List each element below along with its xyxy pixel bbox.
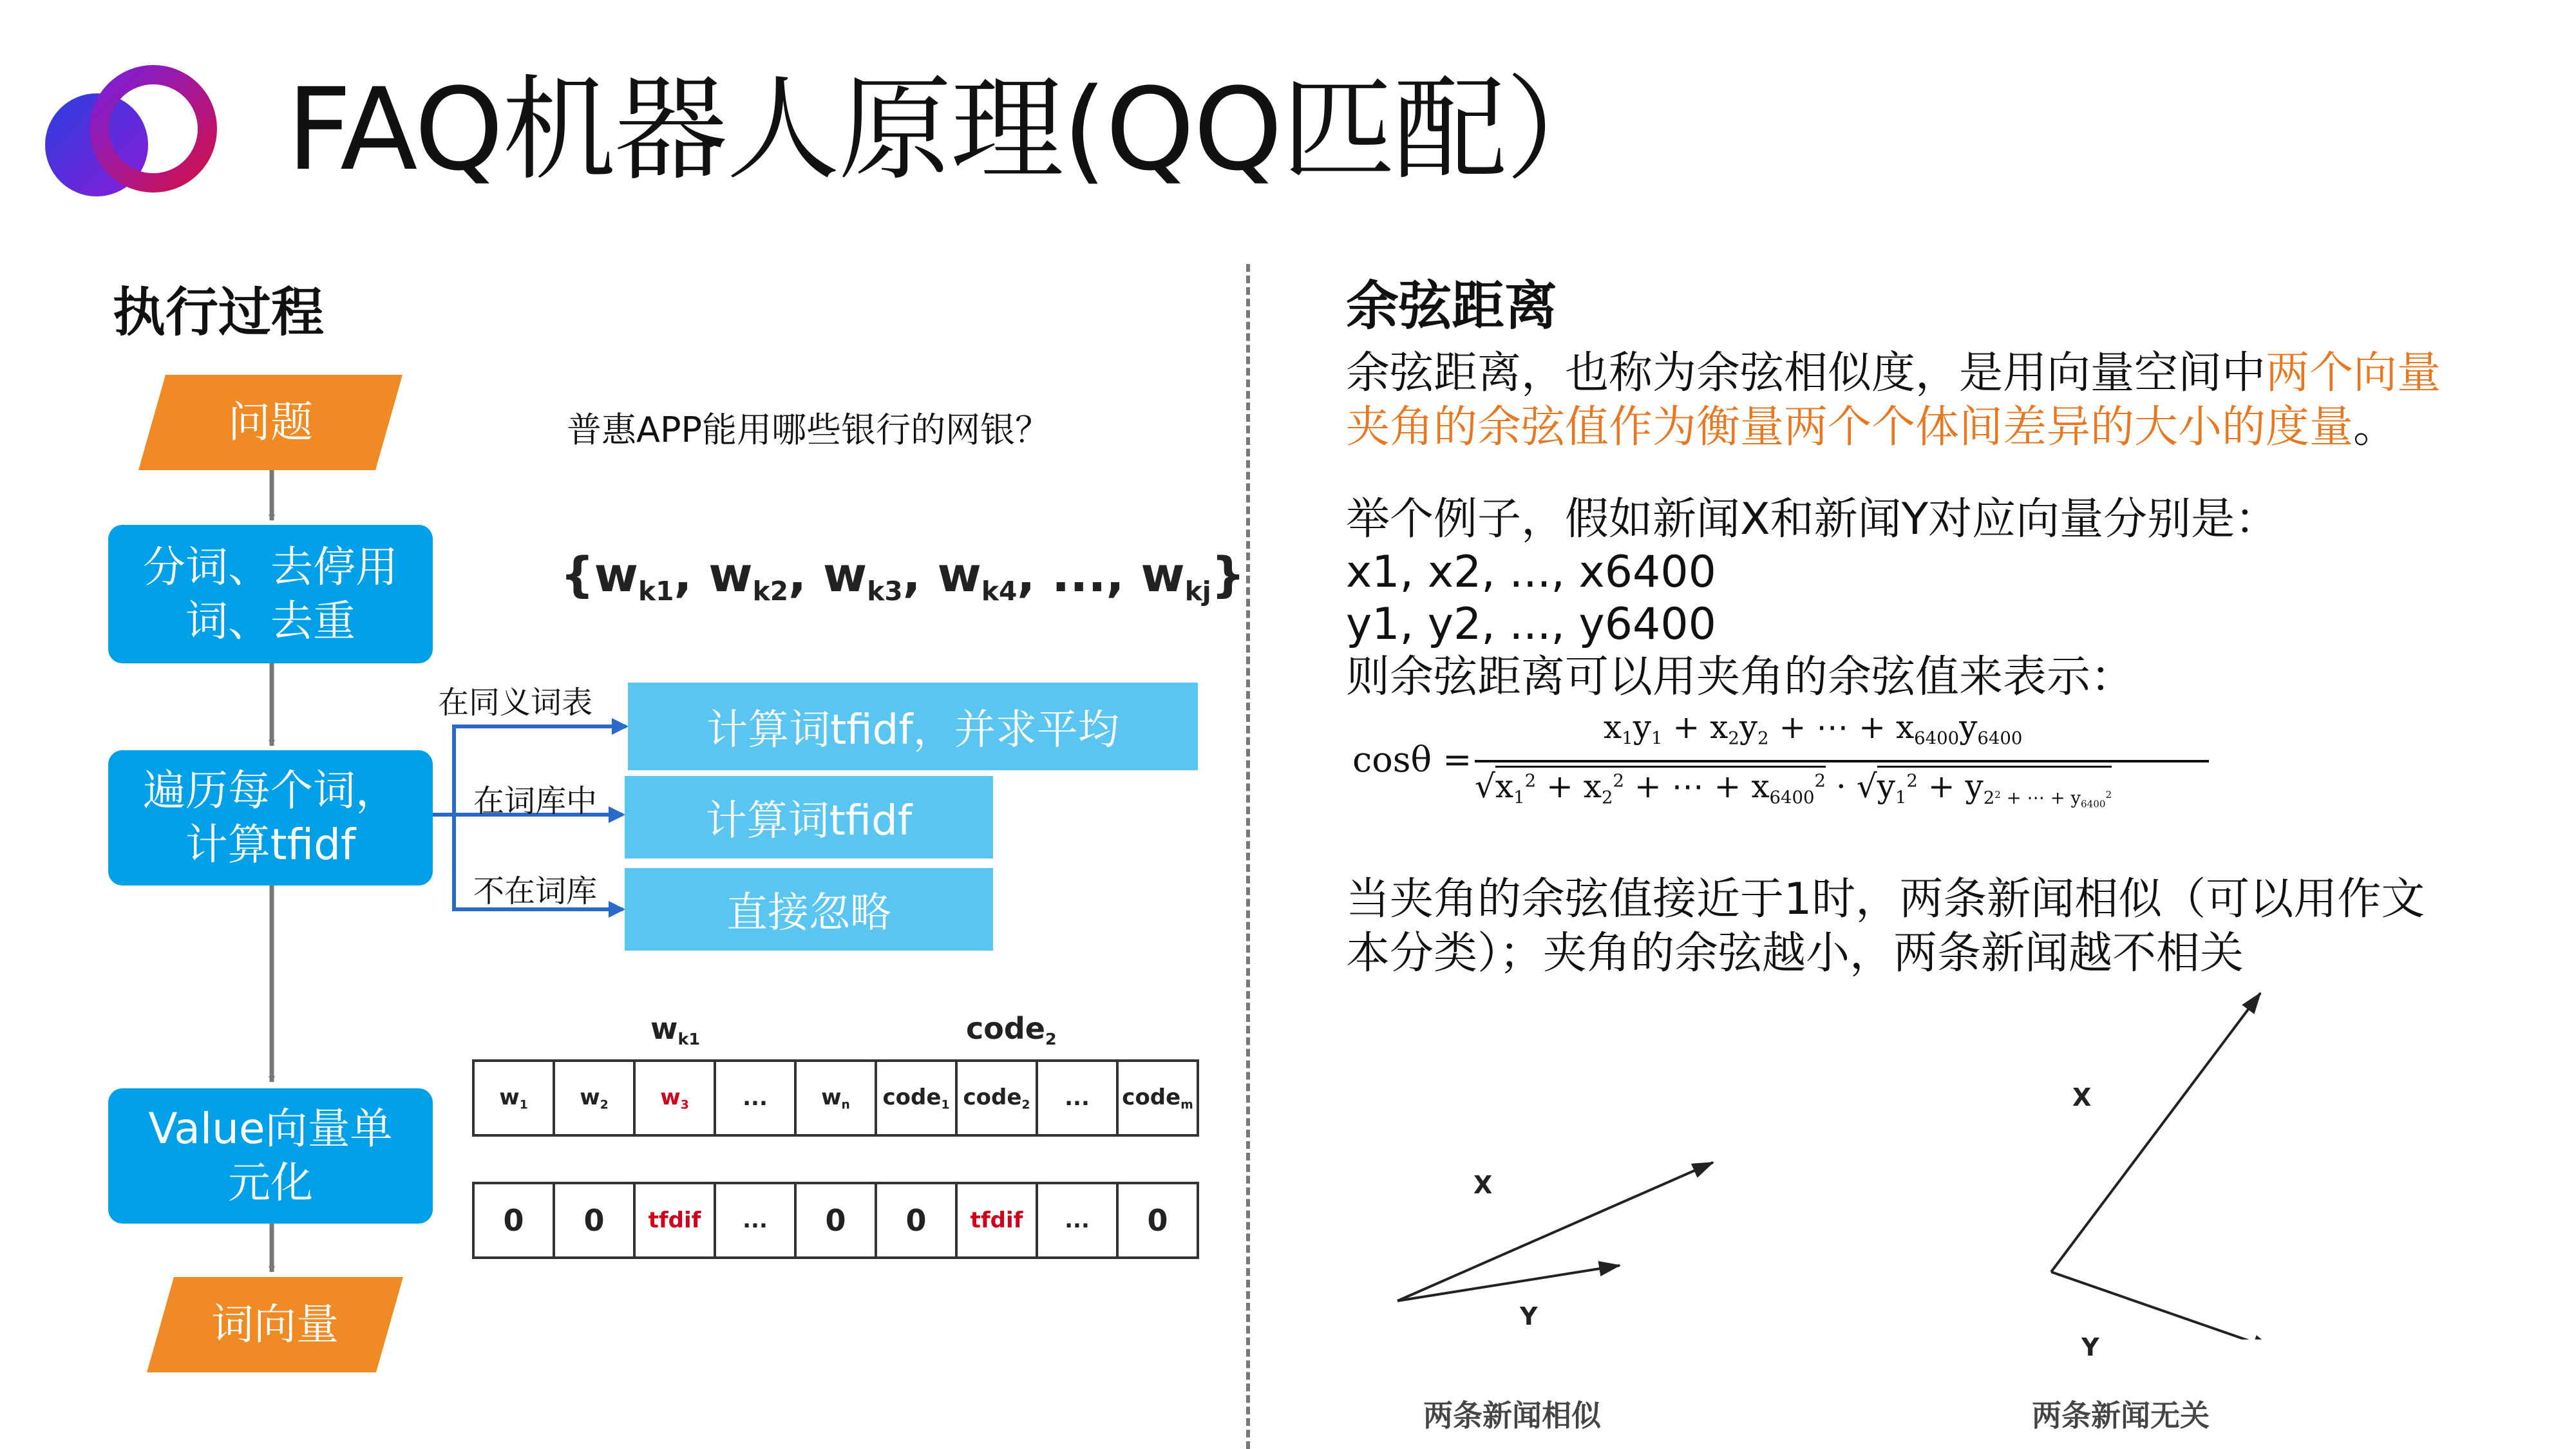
table-row — [473, 1183, 1198, 1258]
table-cell: code$_m$ — [1117, 1061, 1198, 1135]
table-cell: ... — [1037, 1183, 1117, 1258]
table-cell: 0 — [795, 1183, 876, 1258]
flow-traverse-box — [108, 750, 433, 886]
example-line: 举个例子，假如新闻X和新闻Y对应向量分别是： — [1346, 494, 2279, 545]
table-cell: $w_3$ — [634, 1061, 715, 1135]
intro-highlight: 两个向量夹角的余弦值作为衡量两个个体间差异的大小的度量 — [1346, 348, 2441, 453]
branch-box-not-in-vocab: 直接忽略 — [625, 868, 993, 951]
table-cell: code$_2$ — [956, 1061, 1037, 1135]
table-cell: tfdif — [956, 1183, 1037, 1258]
table-cell: $w_1$ — [473, 1061, 554, 1135]
table-cell: ... — [715, 1183, 795, 1258]
similar-vector-y — [1397, 1265, 1620, 1301]
table-cell: ... — [715, 1061, 795, 1135]
table-cell: $w_n$ — [795, 1061, 876, 1135]
unrelated-x-label: X — [2072, 1083, 2092, 1112]
branch-box-in-vocab: 计算词tfidf — [625, 776, 993, 858]
branch-box-synonym: 计算词tfidf，并求平均 — [628, 683, 1198, 770]
cosine-conclusion: 当夹角的余弦值接近于1时，两条新闻相似（可以用作文本分类）；夹角的余弦越小，两条新闻越不相关 — [1346, 874, 2425, 979]
flow-word-vector: 词向量 — [211, 1300, 339, 1349]
question-text: 普惠APP能用哪些银行的网银？ — [567, 410, 1050, 450]
caption-unrelated: 两条新闻无关 — [2032, 1398, 2210, 1433]
formula-denominator: $√x_1^2 + x_2^2$ + ⋯ + $x_{6400}^2 \cdot √y_1^2 + y_{2^2 + \cdots + y_{6400}^2}$ — [1475, 768, 2112, 810]
flow-value-vector-text: Value向量单元化 — [148, 1104, 393, 1208]
flow-segment-text: 分词、去停用词、去重 — [143, 542, 398, 646]
unrelated-vector-x — [2051, 993, 2260, 1272]
table-cell: tfdif — [634, 1183, 715, 1258]
vector-diagrams — [1378, 979, 2344, 1340]
section-title-cosine: 余弦距离 — [1346, 276, 1558, 337]
flow-traverse-text: 遍历每个词，计算tfidf — [143, 766, 398, 869]
tfidf-vector-table — [472, 1182, 1199, 1259]
caption-similar: 两条新闻相似 — [1423, 1398, 1601, 1433]
table-cell: code$_1$ — [876, 1061, 956, 1135]
branch-label-not-in-vocab: 不在词库 — [473, 873, 598, 909]
vector-head-code2: code$_2$ — [966, 1011, 1057, 1048]
branch-label-in-vocab: 在词库中 — [473, 783, 598, 819]
page-title: FAQ机器人原理(QQ匹配） — [287, 64, 1618, 196]
similar-vector-x — [1397, 1162, 1713, 1301]
table-cell: 0 — [554, 1183, 634, 1258]
panel-divider — [1246, 264, 1250, 1449]
y-vector-line: y1, y2, ..., y6400 — [1346, 599, 1716, 650]
unrelated-y-label: Y — [2081, 1333, 2099, 1361]
similar-x-label: X — [1473, 1171, 1493, 1199]
table-cell: ... — [1037, 1061, 1117, 1135]
cosine-formula — [1352, 708, 2215, 818]
branch-label-synonym: 在同义词表 — [438, 685, 593, 721]
table-cell: 0 — [473, 1183, 554, 1258]
table-row — [473, 1061, 1198, 1135]
flow-question: 问题 — [228, 397, 313, 447]
vector-head-wk1: $w_{k1}$ — [650, 1011, 700, 1048]
table-cell: 0 — [1117, 1183, 1198, 1258]
similar-y-label: Y — [1520, 1302, 1538, 1331]
table-cell: $w_2$ — [554, 1061, 634, 1135]
word-set: {$w_{k1}$, $w_{k2}$, $w_{k3}$, $w_{k4}$, ..., $w_{kj}$} — [560, 547, 1245, 607]
flow-segment-box — [108, 525, 433, 663]
intro-text: 余弦距离，也称为余弦相似度，是用向量空间中 — [1346, 348, 2266, 399]
formula-intro: 则余弦距离可以用夹角的余弦值来表示： — [1346, 652, 2135, 703]
formula-numerator: $x_1y_1 + x_2y_2$ + ⋯ + $x_{6400}y_{6400}$ — [1604, 708, 2023, 749]
formula-fraction-bar — [1475, 760, 2209, 762]
flow-value-vector-box — [108, 1088, 433, 1224]
intro-end: 。 — [2353, 402, 2398, 453]
vocab-vector-table — [472, 1059, 1199, 1137]
unrelated-vector-y — [2051, 1272, 2273, 1340]
formula-lhs: cosθ = — [1352, 739, 1472, 780]
x-vector-line: x1, x2, ..., x6400 — [1346, 547, 1716, 598]
table-cell: 0 — [876, 1183, 956, 1258]
section-title-process: 执行过程 — [113, 282, 325, 343]
cosine-intro — [1346, 346, 2454, 455]
